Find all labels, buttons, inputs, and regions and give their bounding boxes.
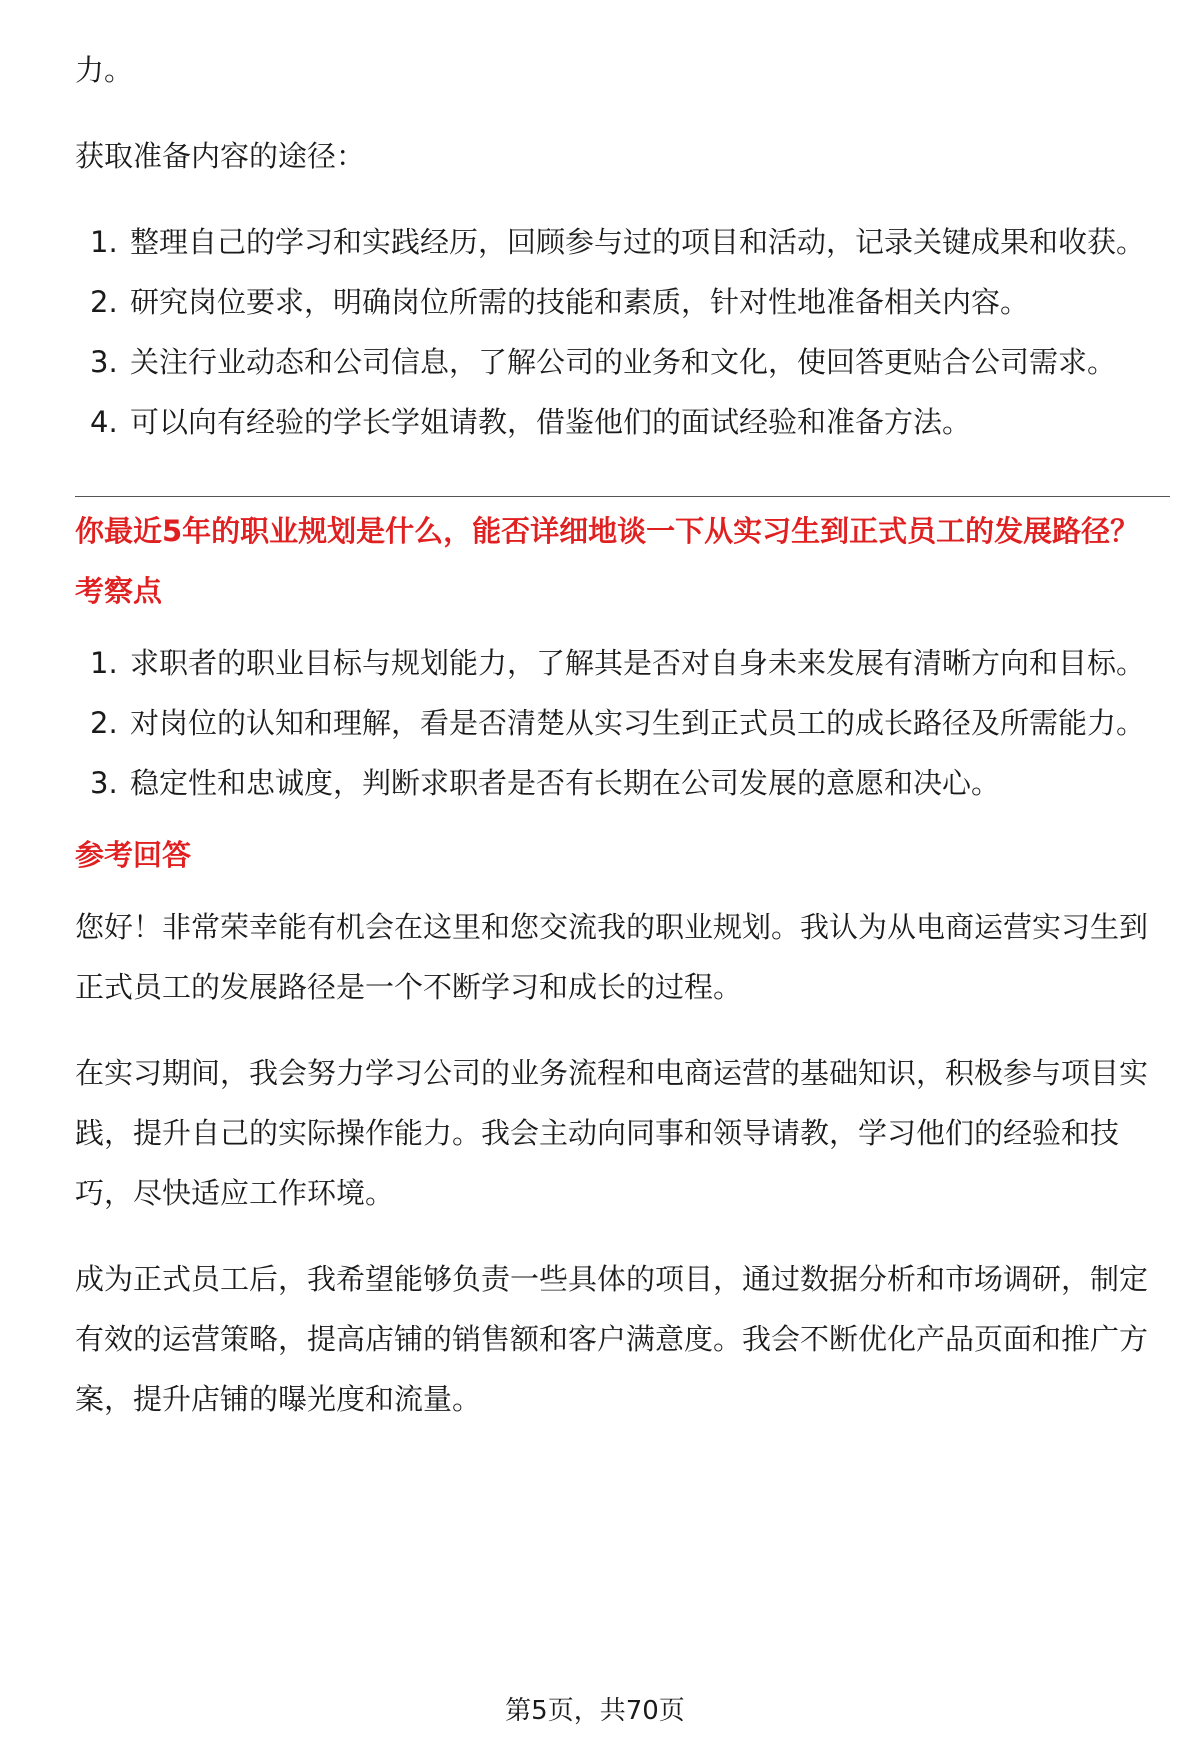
answer-paragraph: 在实习期间，我会努力学习公司的业务流程和电商运营的基础知识，积极参与项目实践，提升自己的实际操作能力。我会主动向同事和领导请教，学习他们的经验和技巧，尽快适应工作环境。 <box>75 1056 1149 1210</box>
page-footer: 第5页，共70页 <box>505 1696 685 1726</box>
list-item <box>75 392 1165 452</box>
answer-heading: 参考回答 <box>75 838 192 872</box>
page-content <box>75 40 1165 1429</box>
list-item <box>75 693 1165 753</box>
list-item-number: 1. <box>90 646 118 680</box>
answer-paragraph: 成为正式员工后，我希望能够负责一些具体的项目，通过数据分析和市场调研，制定有效的运营策略，提高店铺的销售额和客户满意度。我会不断优化产品页面和推广方案，提升店铺的曝光度和流量。 <box>75 1262 1149 1416</box>
list-item <box>75 332 1165 392</box>
list-item-number: 3. <box>90 345 118 379</box>
list-item-text: 研究岗位要求，明确岗位所需的技能和素质，针对性地准备相关内容。 <box>130 285 1030 319</box>
list-item-text: 整理自己的学习和实践经历，回顾参与过的项目和活动，记录关键成果和收获。 <box>130 225 1146 259</box>
list-item-number: 3. <box>90 766 118 800</box>
list-item <box>75 633 1165 693</box>
list-item-number: 1. <box>90 225 118 259</box>
interview-question: 你最近5年的职业规划是什么，能否详细地谈一下从实习生到正式员工的发展路径？ <box>75 514 1140 548</box>
list-item-number: 2. <box>90 706 118 740</box>
list-item-text: 可以向有经验的学长学姐请教，借鉴他们的面试经验和准备方法。 <box>130 405 972 439</box>
list-item-text: 稳定性和忠诚度，判断求职者是否有长期在公司发展的意愿和决心。 <box>130 766 1001 800</box>
list-item <box>75 272 1165 332</box>
answer-paragraph: 您好！非常荣幸能有机会在这里和您交流我的职业规划。我认为从电商运营实习生到正式员工的发展路径是一个不断学习和成长的过程。 <box>75 910 1149 1004</box>
intro-tail-text: 力。 <box>75 53 134 87</box>
prep-list <box>75 212 1165 452</box>
list-item-text: 对岗位的认知和理解，看是否清楚从实习生到正式员工的成长路径及所需能力。 <box>130 706 1146 740</box>
list-item-text: 求职者的职业目标与规划能力，了解其是否对自身未来发展有清晰方向和目标。 <box>130 646 1146 680</box>
list-item-text: 关注行业动态和公司信息，了解公司的业务和文化，使回答更贴合公司需求。 <box>130 345 1117 379</box>
list-item-number: 2. <box>90 285 118 319</box>
focus-heading: 考察点 <box>75 574 163 608</box>
list-item <box>75 212 1165 272</box>
list-item-number: 4. <box>90 405 118 439</box>
section-divider <box>75 496 1170 497</box>
focus-list <box>75 633 1165 813</box>
prep-heading: 获取准备内容的途径： <box>75 139 366 173</box>
list-item <box>75 753 1165 813</box>
